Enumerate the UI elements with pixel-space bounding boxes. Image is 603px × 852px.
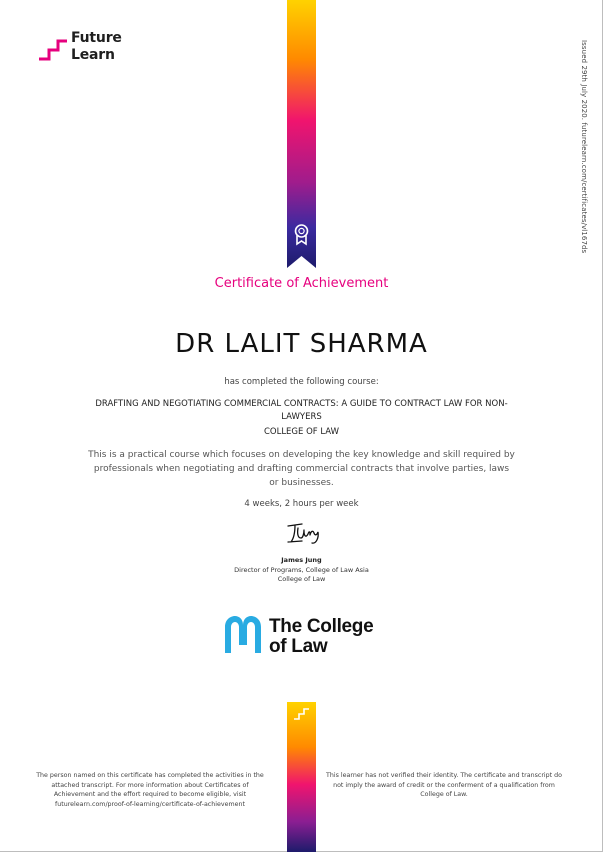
bottom-ribbon (287, 702, 316, 852)
award-ribbon-icon (293, 224, 310, 246)
footer-right-note: This learner has not verified their identity. The certificate and transcript do not imply the award of credit or the conferment of a qualification from College of Law. (326, 772, 562, 798)
signature-image (284, 518, 324, 548)
college-of-law-emblem-icon (221, 613, 265, 657)
completed-text: has completed the following course: (224, 377, 379, 387)
signatory-title: Director of Programs, College of Law Asia (234, 566, 369, 574)
partner-logo-line-1: The College (269, 616, 374, 637)
logo-line-2: Learn (71, 47, 115, 63)
course-duration: 4 weeks, 2 hours per week (244, 499, 359, 509)
futurelearn-logo (38, 30, 138, 66)
certificate-title: Certificate of Achievement (214, 276, 389, 291)
signatory-name: James Jung (281, 556, 322, 564)
futurelearn-steps-icon (38, 32, 68, 62)
issued-note: Issued 29th July 2020. futurelearn.com/certificates/vl167ds (580, 40, 588, 254)
course-title: DRAFTING AND NEGOTIATING COMMERCIAL CONTRACTS: A GUIDE TO CONTRACT LAW FOR NON-LAWYERS (95, 399, 508, 422)
steps-icon (294, 708, 309, 720)
course-description: This is a practical course which focuses on developing the key knowledge and skill required by professionals when negotiating and drafting commercial contracts that involve parties, laws or businesses. (88, 450, 515, 488)
college-of-law-logo (221, 613, 391, 659)
signatory-org: College of Law (277, 575, 326, 583)
learner-name: DR LALIT SHARMA (175, 329, 428, 359)
partner-logo-line-2: of Law (269, 636, 328, 657)
course-org: COLLEGE OF LAW (263, 427, 340, 437)
logo-line-1: Future (71, 30, 122, 46)
footer-left-note: The person named on this certificate has completed the activities in the attached transcript. For more information about Certificates of Achievement and the effort required to become eligible, visit futurelearn.com/proof-of-learning/certificate-of-achievement (36, 772, 264, 808)
